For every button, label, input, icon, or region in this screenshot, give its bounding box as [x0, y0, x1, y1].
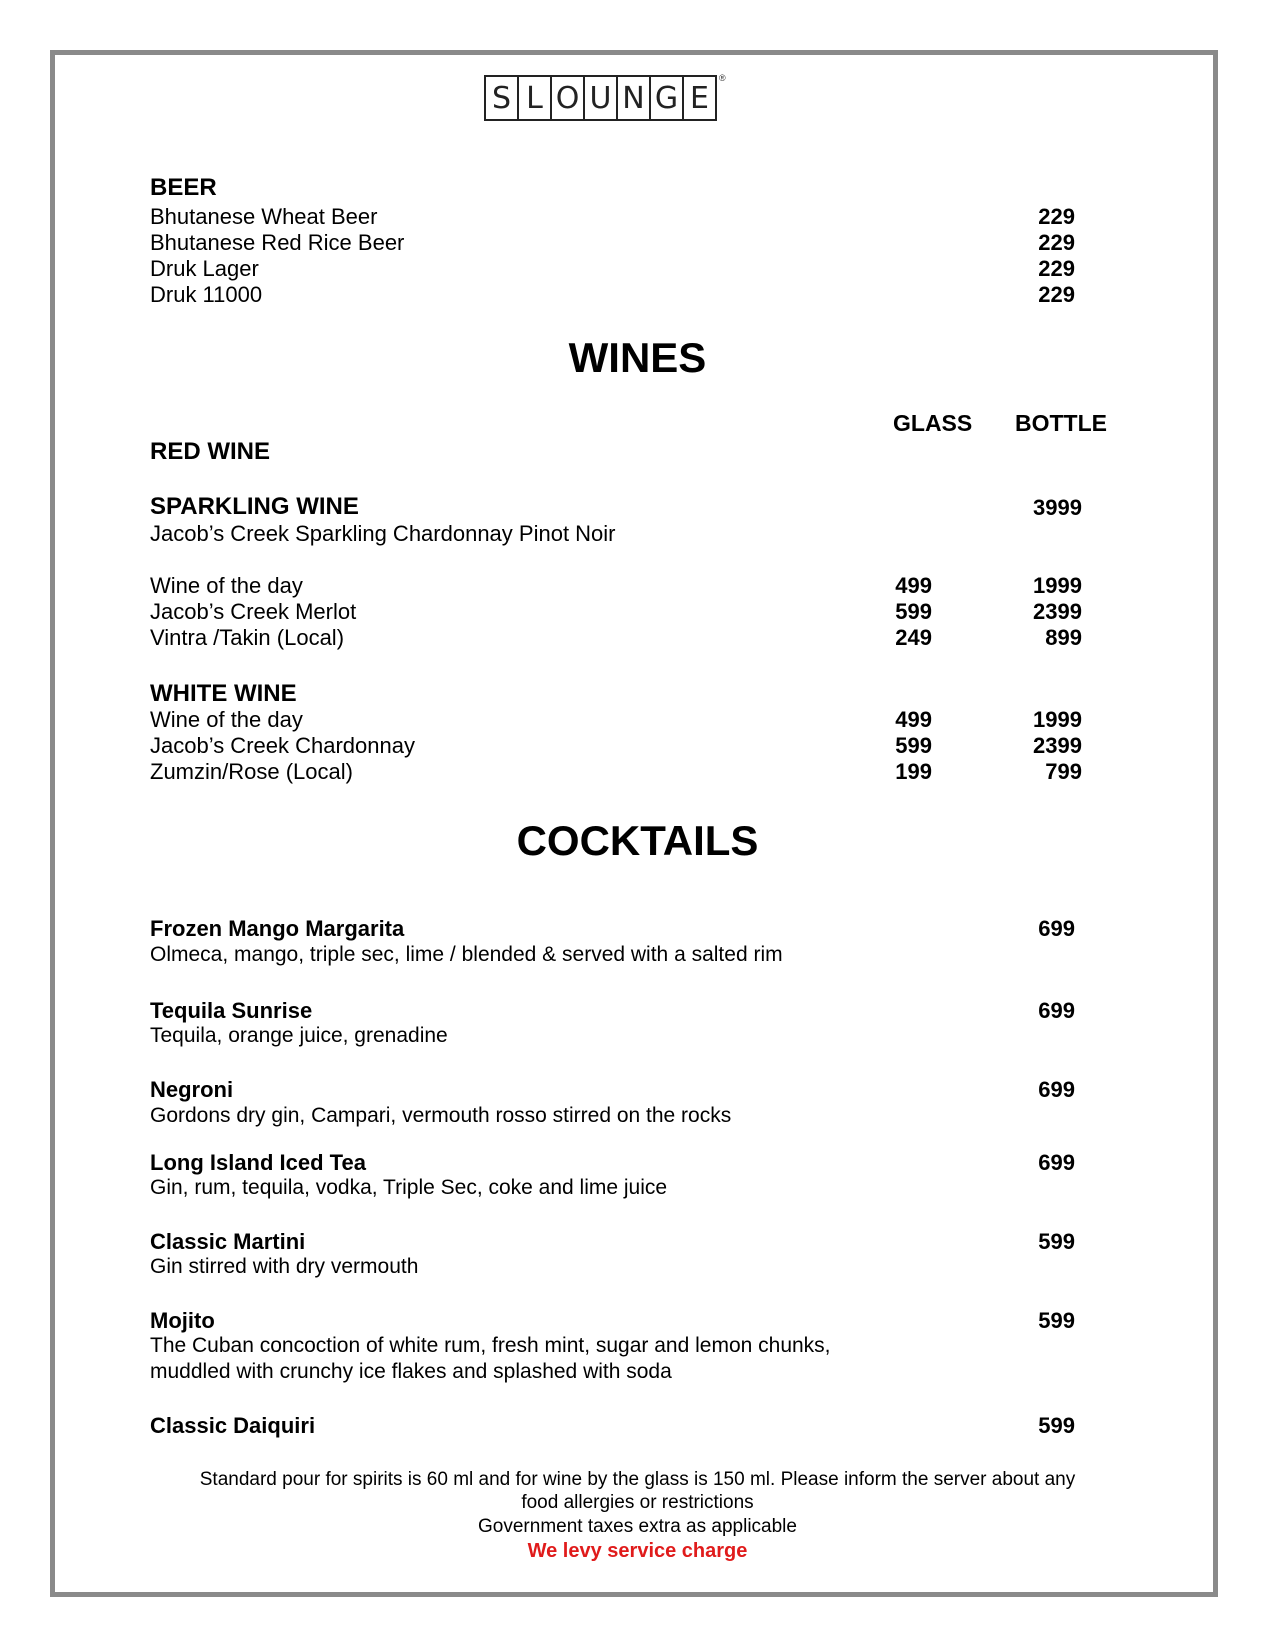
logo-letter: O: [550, 75, 585, 121]
red-wine-glass-price: 249: [895, 625, 932, 650]
cocktail-description: Olmeca, mango, triple sec, lime / blended & served with a salted rim: [150, 943, 783, 966]
beer-item-price: 229: [1038, 230, 1075, 255]
cocktail-name: Classic Daiquiri: [150, 1413, 316, 1438]
white-wine-item-name: Zumzin/Rose (Local): [150, 759, 353, 784]
white-wine-bottle-price: 2399: [1033, 733, 1082, 758]
logo-letter: E: [682, 75, 717, 121]
red-wine-item-name: Jacob’s Creek Merlot: [150, 599, 357, 624]
cocktail-price: 699: [1038, 1077, 1075, 1102]
white-wine-item-name: Jacob’s Creek Chardonnay: [150, 733, 415, 758]
red-wine-heading: RED WINE: [150, 438, 270, 465]
footer-allergy-note: food allergies or restrictions: [521, 1492, 754, 1513]
logo-letter: U: [583, 75, 618, 121]
cocktail-name: Long Island Iced Tea: [150, 1150, 366, 1175]
cocktail-price: 699: [1038, 998, 1075, 1023]
beer-item-name: Bhutanese Wheat Beer: [150, 204, 378, 229]
cocktail-name: Classic Martini: [150, 1229, 306, 1254]
beer-item-name: Bhutanese Red Rice Beer: [150, 230, 405, 255]
cocktails-title: COCKTAILS: [516, 817, 759, 864]
cocktail-description: Tequila, orange juice, grenadine: [150, 1024, 448, 1047]
beer-heading: BEER: [150, 174, 217, 201]
footer-tax-note: Government taxes extra as applicable: [478, 1516, 797, 1537]
cocktail-name: Tequila Sunrise: [150, 998, 313, 1023]
cocktail-description-cont: muddled with crunchy ice flakes and splashed with soda: [150, 1360, 672, 1383]
sparkling-wine-item: Jacob’s Creek Sparkling Chardonnay Pinot Noir: [150, 521, 616, 546]
cocktail-description: Gordons dry gin, Campari, vermouth rosso stirred on the rocks: [150, 1104, 732, 1127]
cocktail-name: Mojito: [150, 1308, 215, 1333]
cocktail-name: Negroni: [150, 1077, 234, 1102]
glass-column-header: GLASS: [893, 410, 973, 436]
footer-pour-note: Standard pour for spirits is 60 ml and for wine by the glass is 150 ml. Please inform the server about any: [199, 1469, 1076, 1490]
cocktail-price: 599: [1038, 1413, 1075, 1438]
white-wine-glass-price: 499: [895, 707, 932, 732]
cocktail-description: Gin, rum, tequila, vodka, Triple Sec, coke and lime juice: [150, 1176, 668, 1199]
cocktail-price: 699: [1038, 916, 1075, 941]
red-wine-item-name: Vintra /Takin (Local): [150, 625, 345, 650]
beer-item-price: 229: [1038, 282, 1075, 307]
cocktail-price: 599: [1038, 1308, 1075, 1333]
white-wine-bottle-price: 799: [1045, 759, 1082, 784]
logo-letter: L: [517, 75, 552, 121]
footer-service-charge: We levy service charge: [527, 1540, 748, 1562]
sparkling-wine-heading: SPARKLING WINE: [150, 493, 359, 520]
white-wine-glass-price: 599: [895, 733, 932, 758]
white-wine-item-name: Wine of the day: [150, 707, 303, 732]
white-wine-glass-price: 199: [895, 759, 932, 784]
red-wine-item-name: Wine of the day: [150, 573, 303, 598]
cocktail-name: Frozen Mango Margarita: [150, 916, 405, 941]
red-wine-glass-price: 599: [895, 599, 932, 624]
registered-mark: ®: [719, 73, 726, 83]
red-wine-bottle-price: 1999: [1033, 573, 1082, 598]
cocktail-description: Gin stirred with dry vermouth: [150, 1255, 419, 1278]
sparkling-wine-price: 3999: [1033, 495, 1082, 520]
white-wine-bottle-price: 1999: [1033, 707, 1082, 732]
logo-letter: N: [616, 75, 651, 121]
cocktail-price: 699: [1038, 1150, 1075, 1175]
logo-letter: S: [484, 75, 519, 121]
logo-letter: G: [649, 75, 684, 121]
red-wine-glass-price: 499: [895, 573, 932, 598]
red-wine-bottle-price: 2399: [1033, 599, 1082, 624]
beer-item-name: Druk 11000: [150, 282, 263, 307]
beer-item-name: Druk Lager: [150, 256, 259, 281]
wines-title: WINES: [568, 334, 707, 381]
slounge-logo: [484, 75, 726, 123]
cocktail-price: 599: [1038, 1229, 1075, 1254]
beer-item-price: 229: [1038, 204, 1075, 229]
beer-item-price: 229: [1038, 256, 1075, 281]
white-wine-heading: WHITE WINE: [150, 680, 297, 707]
bottle-column-header: BOTTLE: [1015, 410, 1107, 436]
red-wine-bottle-price: 899: [1045, 625, 1082, 650]
cocktail-description: The Cuban concoction of white rum, fresh mint, sugar and lemon chunks,: [150, 1334, 831, 1357]
